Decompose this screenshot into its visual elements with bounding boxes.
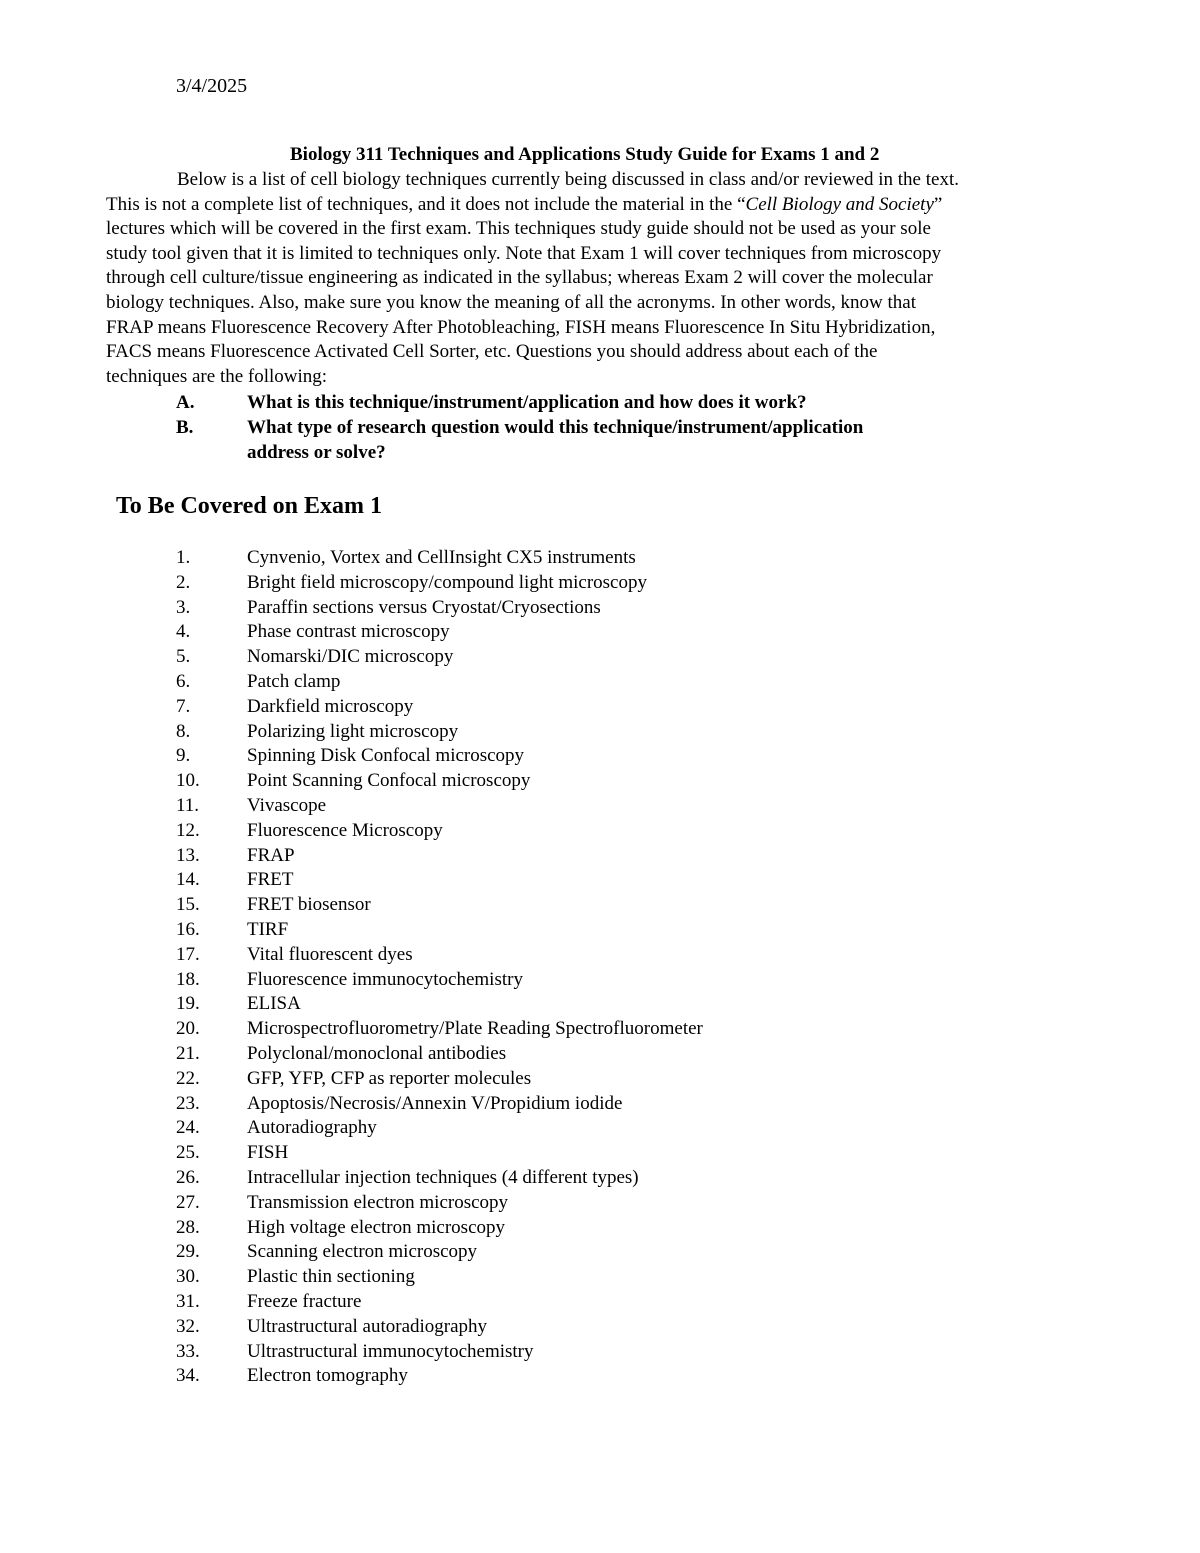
technique-name: Intracellular injection techniques (4 different types) bbox=[247, 1166, 639, 1188]
intro-line: biology techniques. Also, make sure you know the meaning of all the acronyms. In other words, know that bbox=[106, 291, 916, 313]
technique-item bbox=[176, 620, 1076, 645]
technique-item bbox=[176, 868, 1076, 893]
technique-number: 11. bbox=[176, 794, 200, 816]
intro-line bbox=[106, 193, 1066, 218]
technique-name: Apoptosis/Necrosis/Annexin V/Propidium iodide bbox=[247, 1092, 623, 1114]
section-heading: To Be Covered on Exam 1 bbox=[116, 493, 383, 519]
intro-line: FACS means Fluorescence Activated Cell Sorter, etc. Questions you should address about each of the bbox=[106, 341, 878, 363]
technique-number: 34. bbox=[176, 1365, 200, 1387]
technique-number: 30. bbox=[176, 1266, 200, 1288]
technique-item bbox=[176, 769, 1076, 794]
technique-item bbox=[176, 1191, 1076, 1216]
technique-item bbox=[176, 1240, 1076, 1265]
technique-number: 32. bbox=[176, 1315, 200, 1337]
document-date: 3/4/2025 bbox=[176, 75, 248, 97]
technique-number: 27. bbox=[176, 1191, 200, 1213]
technique-number: 33. bbox=[176, 1340, 200, 1362]
technique-number: 19. bbox=[176, 993, 200, 1015]
technique-item bbox=[176, 1364, 1076, 1389]
technique-item bbox=[176, 596, 1076, 621]
technique-number: 28. bbox=[176, 1216, 200, 1238]
question-text bbox=[247, 416, 863, 466]
technique-name: Fluorescence immunocytochemistry bbox=[247, 968, 523, 990]
technique-name: Fluorescence Microscopy bbox=[247, 819, 443, 841]
technique-name: FISH bbox=[247, 1142, 289, 1164]
technique-item bbox=[176, 1017, 1076, 1042]
intro-line: study tool given that it is limited to techniques only. Note that Exam 1 will cover techniques from microscopy bbox=[106, 242, 942, 264]
technique-item bbox=[176, 968, 1076, 993]
technique-name: Electron tomography bbox=[247, 1365, 408, 1387]
technique-name: Ultrastructural immunocytochemistry bbox=[247, 1340, 534, 1362]
technique-item bbox=[176, 992, 1076, 1017]
technique-name: ELISA bbox=[247, 993, 301, 1015]
technique-item bbox=[176, 943, 1076, 968]
technique-name: High voltage electron microscopy bbox=[247, 1216, 506, 1238]
technique-number: 10. bbox=[176, 770, 200, 792]
question-line: address or solve? bbox=[247, 441, 386, 463]
technique-name: Paraffin sections versus Cryostat/Cryosections bbox=[247, 596, 601, 618]
technique-item bbox=[176, 695, 1076, 720]
technique-item bbox=[176, 1290, 1076, 1315]
question-item bbox=[176, 391, 1076, 416]
technique-number: 6. bbox=[176, 670, 191, 692]
question-text bbox=[247, 391, 807, 416]
question-item bbox=[176, 416, 1076, 466]
technique-name: Patch clamp bbox=[247, 670, 341, 692]
technique-name: Phase contrast microscopy bbox=[247, 621, 450, 643]
technique-name: Vivascope bbox=[247, 794, 327, 816]
question-letter: B. bbox=[176, 416, 194, 438]
technique-item bbox=[176, 1216, 1076, 1241]
technique-number: 14. bbox=[176, 869, 200, 891]
technique-number: 7. bbox=[176, 695, 191, 717]
technique-name: Spinning Disk Confocal microscopy bbox=[247, 745, 525, 767]
technique-item bbox=[176, 1265, 1076, 1290]
intro-text: ” bbox=[933, 193, 943, 215]
technique-number: 2. bbox=[176, 571, 191, 593]
question-letter: A. bbox=[176, 392, 195, 413]
intro-paragraph bbox=[106, 168, 1066, 389]
technique-number: 1. bbox=[176, 547, 191, 568]
intro-line: Below is a list of cell biology techniques currently being discussed in class and/or reviewed in the text. bbox=[177, 169, 959, 190]
technique-item bbox=[176, 1116, 1076, 1141]
technique-name: FRET bbox=[247, 869, 294, 891]
technique-number: 31. bbox=[176, 1290, 200, 1312]
technique-item bbox=[176, 670, 1076, 695]
technique-name: Darkfield microscopy bbox=[247, 695, 414, 717]
technique-number: 21. bbox=[176, 1042, 200, 1064]
technique-number: 25. bbox=[176, 1142, 200, 1164]
technique-item bbox=[176, 918, 1076, 943]
technique-number: 23. bbox=[176, 1092, 200, 1114]
technique-number: 29. bbox=[176, 1241, 200, 1263]
technique-number: 3. bbox=[176, 596, 191, 618]
technique-item bbox=[176, 744, 1076, 769]
technique-item bbox=[176, 893, 1076, 918]
technique-name: FRAP bbox=[247, 844, 295, 866]
technique-item bbox=[176, 546, 1076, 571]
technique-item bbox=[176, 1315, 1076, 1340]
technique-number: 15. bbox=[176, 894, 200, 916]
technique-item bbox=[176, 645, 1076, 670]
technique-item bbox=[176, 1092, 1076, 1117]
technique-name: Vital fluorescent dyes bbox=[247, 943, 413, 965]
technique-item bbox=[176, 844, 1076, 869]
technique-number: 24. bbox=[176, 1117, 200, 1139]
technique-number: 22. bbox=[176, 1067, 200, 1089]
technique-number: 5. bbox=[176, 646, 191, 668]
technique-number: 12. bbox=[176, 819, 200, 841]
technique-name: Point Scanning Confocal microscopy bbox=[247, 770, 531, 792]
technique-number: 17. bbox=[176, 943, 200, 965]
technique-name: Plastic thin sectioning bbox=[247, 1266, 415, 1288]
question-line: What is this technique/instrument/application and how does it work? bbox=[247, 392, 807, 413]
technique-item bbox=[176, 1141, 1076, 1166]
intro-italic-title: Cell Biology and Society bbox=[745, 193, 934, 215]
technique-name: FRET biosensor bbox=[247, 894, 371, 916]
technique-number: 26. bbox=[176, 1166, 200, 1188]
technique-number: 9. bbox=[176, 745, 191, 767]
technique-number: 20. bbox=[176, 1018, 200, 1040]
technique-item bbox=[176, 720, 1076, 745]
technique-name: Scanning electron microscopy bbox=[247, 1241, 478, 1263]
technique-list bbox=[176, 546, 1076, 1389]
intro-line: techniques are the following: bbox=[106, 365, 328, 387]
technique-name: Microspectrofluorometry/Plate Reading Spectrofluorometer bbox=[247, 1018, 703, 1040]
intro-line: lectures which will be covered in the first exam. This techniques study guide should not be used as your sole bbox=[106, 218, 931, 240]
technique-item bbox=[176, 1166, 1076, 1191]
technique-name: Bright field microscopy/compound light microscopy bbox=[247, 571, 647, 593]
technique-number: 4. bbox=[176, 621, 191, 643]
technique-name: TIRF bbox=[247, 918, 289, 940]
technique-name: Polyclonal/monoclonal antibodies bbox=[247, 1042, 507, 1064]
technique-item bbox=[176, 1340, 1076, 1365]
question-line: What type of research question would this technique/instrument/application bbox=[247, 416, 864, 438]
technique-name: Polarizing light microscopy bbox=[247, 720, 459, 742]
technique-name: GFP, YFP, CFP as reporter molecules bbox=[247, 1067, 532, 1089]
intro-line: through cell culture/tissue engineering as indicated in the syllabus; whereas Exam 2 will cover the molecular bbox=[106, 267, 933, 289]
document-title: Biology 311 Techniques and Applications Study Guide for Exams 1 and 2 bbox=[290, 144, 880, 165]
technique-item bbox=[176, 794, 1076, 819]
technique-name: Nomarski/DIC microscopy bbox=[247, 646, 454, 668]
technique-name: Cynvenio, Vortex and CellInsight CX5 instruments bbox=[247, 547, 636, 568]
technique-name: Freeze fracture bbox=[247, 1290, 362, 1312]
intro-text: This is not a complete list of techniques, and it does not include the material in the “ bbox=[106, 193, 746, 215]
technique-number: 18. bbox=[176, 968, 200, 990]
technique-item bbox=[176, 1042, 1076, 1067]
technique-item bbox=[176, 571, 1076, 596]
technique-item bbox=[176, 1067, 1076, 1092]
technique-number: 8. bbox=[176, 720, 191, 742]
technique-item bbox=[176, 819, 1076, 844]
technique-number: 16. bbox=[176, 918, 200, 940]
technique-name: Transmission electron microscopy bbox=[247, 1191, 509, 1213]
intro-line: FRAP means Fluorescence Recovery After Photobleaching, FISH means Fluorescence In Situ Hybridization, bbox=[106, 316, 936, 338]
question-list bbox=[176, 391, 1076, 465]
technique-number: 13. bbox=[176, 844, 200, 866]
technique-name: Autoradiography bbox=[247, 1117, 377, 1139]
technique-name: Ultrastructural autoradiography bbox=[247, 1315, 488, 1337]
